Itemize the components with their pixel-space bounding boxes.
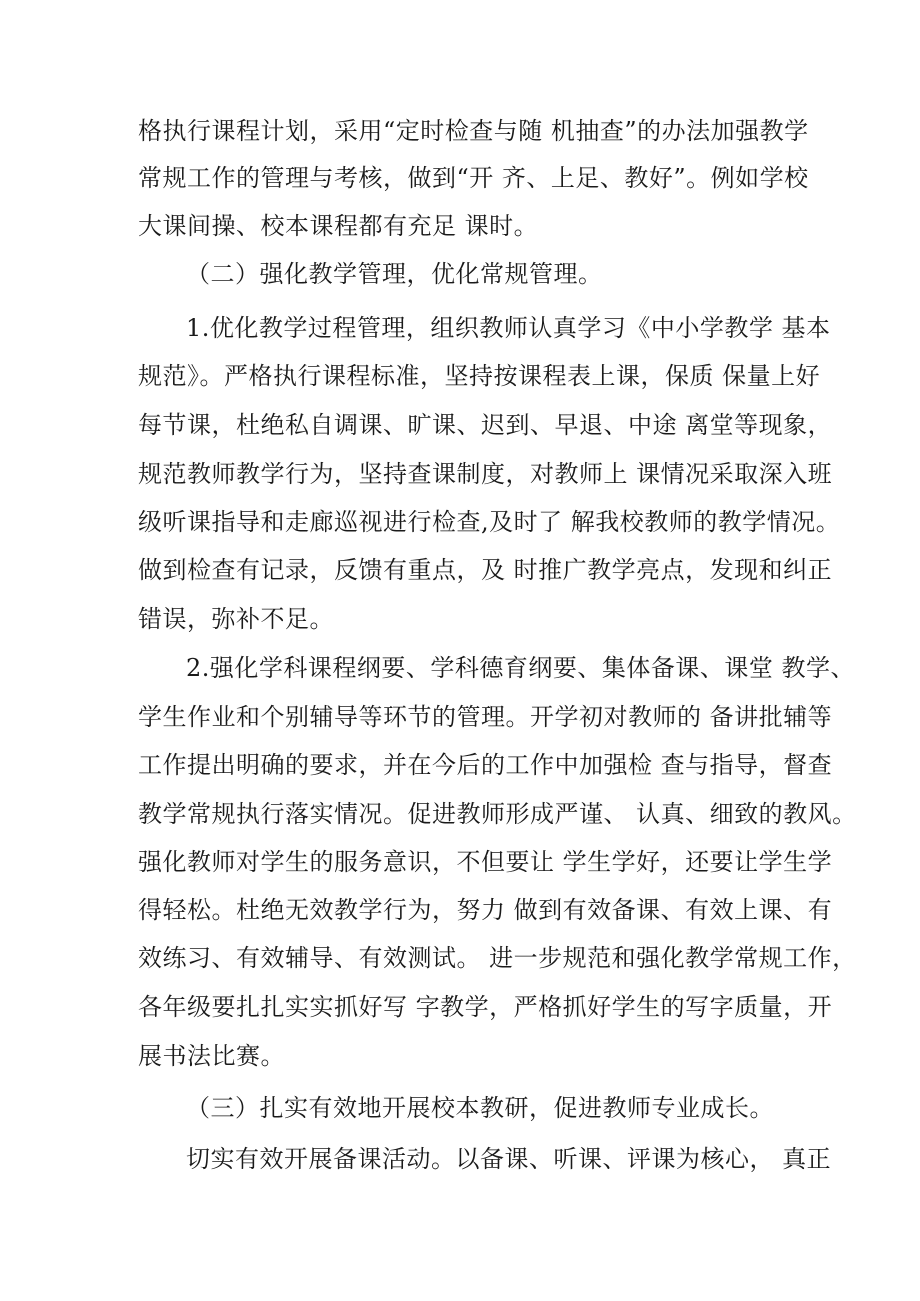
text-line: 工作提出明确的要求，并在今后的工作中加强检 查与指导，督查 (138, 751, 833, 779)
text-line: 强化教师对学生的服务意识，不但要让 学生学好，还要让学生学 (138, 848, 833, 876)
section-heading: （三）扎实有效地开展校本教研，促进教师专业成长。 (186, 1094, 774, 1122)
text-line: 切实有效开展备课活动。以备课、听课、评课为核心， 真正 (186, 1145, 832, 1173)
text-line: 1.优化教学过程管理，组织教师认真学习《中小学教学 基本 (186, 314, 831, 342)
text-line: 展书法比赛。 (138, 1042, 285, 1070)
text-line: 各年级要扎扎实实抓好写 字教学，严格抓好学生的写字质量，开 (138, 993, 833, 1021)
text-line: 规范教师教学行为，坚持查课制度，对教师上 课情况采取深入班 (138, 460, 833, 488)
section-heading: （二）强化教学管理，优化常规管理。 (186, 260, 603, 288)
text-line: 做到检查有记录，反馈有重点，及 时推广教学亮点，发现和纠正 (138, 556, 833, 584)
text-line: 常规工作的管理与考核，做到“开 齐、上足、教好”。例如学校 (138, 164, 809, 192)
text-line: 格执行课程计划，采用“定时检查与随 机抽查”的办法加强教学 (138, 117, 809, 145)
text-line: 级听课指导和走廊巡视进行检查,及时了 解我校教师的教学情况。 (138, 508, 841, 536)
text-line: 错误，弥补不足。 (138, 605, 334, 633)
text-line: 教学常规执行落实情况。促进教师形成严谨、 认真、细致的教风。 (138, 800, 857, 828)
text-line: 效练习、有效辅导、有效测试。 进一步规范和强化教学常规工作， (138, 944, 857, 972)
text-line: 2.强化学科课程纲要、学科德育纲要、集体备课、课堂 教学、 (186, 654, 856, 682)
text-line: 学生作业和个别辅导等环节的管理。开学初对教师的 备讲批辅等 (138, 703, 833, 731)
text-line: 规范》。严格执行课程标准，坚持按课程表上课，保质 保量上好 (138, 362, 821, 390)
text-line: 每节课，杜绝私自调课、旷课、迟到、早退、中途 离堂等现象， (138, 411, 833, 439)
text-line: 大课间操、校本课程都有充足 课时。 (138, 212, 539, 240)
text-line: 得轻松。杜绝无效教学行为，努力 做到有效备课、有效上课、有 (138, 896, 833, 924)
